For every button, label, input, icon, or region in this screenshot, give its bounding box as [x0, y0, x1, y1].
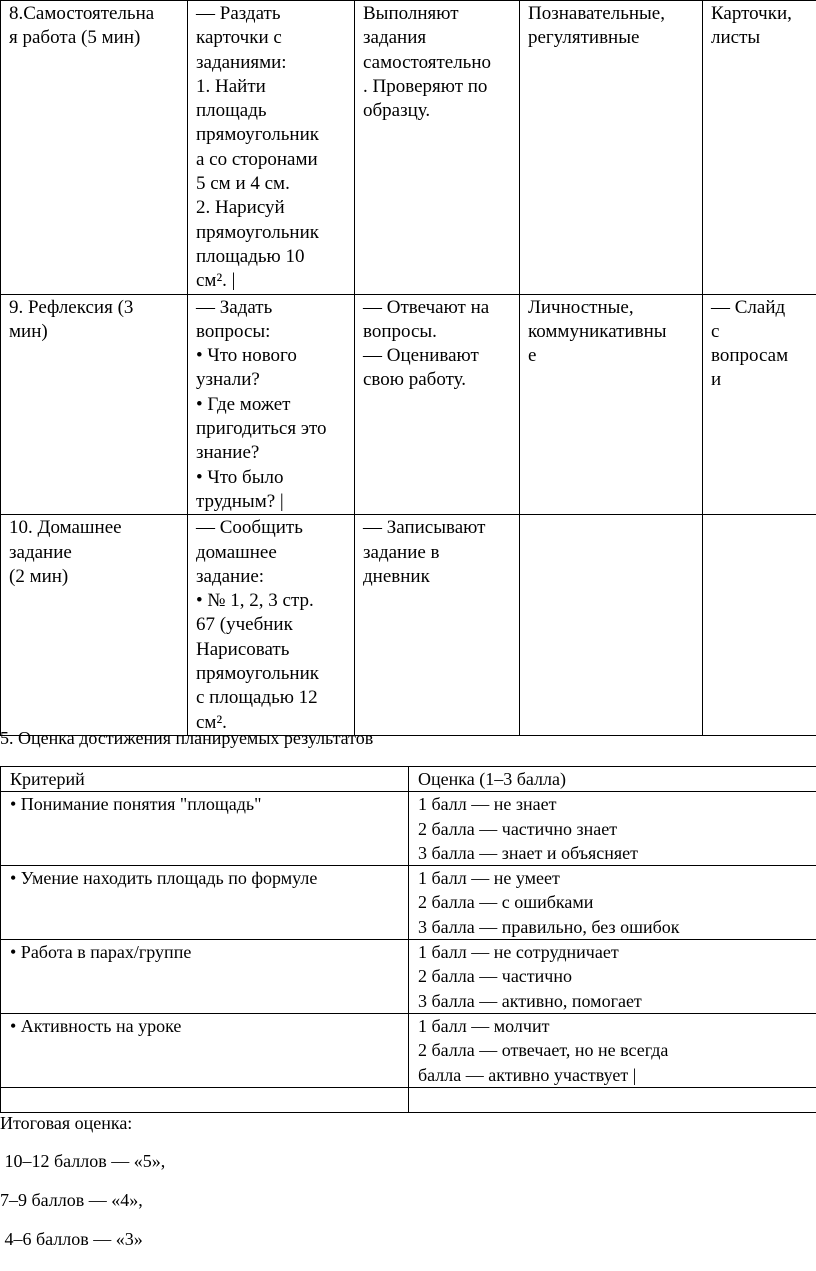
score-line: 2 балла — частично знает [418, 818, 618, 839]
score-line: 3 балла — правильно, без ошибок [418, 916, 680, 937]
cell-text-line: прямоугольник [196, 663, 319, 685]
cell-text-line: — Сообщить [196, 517, 303, 539]
cell-text-line: Карточки, [711, 3, 792, 24]
cell-text-line: и [711, 369, 722, 391]
cell-text-line: узнали? [196, 369, 260, 391]
criterion-cell: • Работа в парах/группе [1, 940, 409, 1014]
score-cell [409, 940, 816, 1014]
score-line: 1 балл — не знает [418, 794, 557, 815]
cell-text-line: 9. Рефлексия (3 [9, 296, 134, 318]
score-cell [409, 866, 816, 940]
cell-text-line: 1. Найти [196, 75, 266, 97]
cell-text-line: (2 мин) [9, 565, 69, 587]
score-line: 3 балла — активно, помогает [418, 990, 642, 1011]
cell-text-line: е [528, 345, 537, 367]
criterion-cell: • Понимание понятия "площадь" [1, 792, 409, 866]
section-heading: 5. Оценка достижения планируемых результатов [0, 728, 374, 748]
cell-text-line: образцу. [363, 100, 431, 122]
assessment-row [1, 1087, 816, 1112]
cell-text-line: Познавательные, [528, 3, 665, 24]
resources-cell [703, 1, 816, 295]
teacher-actions-cell [188, 1, 355, 295]
uud-cell [520, 1, 703, 295]
cell-text-line: прямоугольник [196, 221, 319, 243]
stage-cell [1, 1, 188, 295]
lesson-row [1, 294, 816, 515]
cell-text-line: а со сторонами [196, 148, 318, 170]
cell-text-line: листы [711, 27, 761, 49]
cell-text-line: — Задать [196, 296, 273, 318]
cell-text-line: знание? [196, 442, 260, 464]
cell-text-line: — Слайд [711, 296, 786, 318]
grade-scale-line: 7–9 баллов — «4», [0, 1190, 143, 1210]
lesson-row [1, 1, 816, 295]
cell-text-line: . Проверяют по [363, 75, 488, 97]
cell-text-line: вопросы: [196, 320, 271, 342]
cell-text-line: с площадью 12 [196, 687, 318, 709]
cell-text-line: самостоятельно [363, 51, 492, 73]
cell-text-line: мин) [9, 320, 48, 342]
cell-text-line: с [711, 320, 720, 342]
cell-text-line: заданиями: [196, 51, 287, 73]
cell-text-line: 5 см и 4 см. [196, 173, 290, 195]
score-line: балла — активно участвует | [418, 1064, 637, 1085]
cell-text-line: дневник [363, 565, 430, 587]
cell-text-line: см². [196, 711, 227, 733]
cell-text-line: коммуникативны [528, 320, 667, 342]
summary-title: Итоговая оценка: [0, 1113, 133, 1133]
score-line: 1 балл — не сотрудничает [418, 942, 619, 963]
resources-cell [703, 515, 816, 736]
assessment-row [1, 940, 816, 1014]
score-cell [409, 1087, 816, 1112]
uud-cell [520, 515, 703, 736]
cell-text-line: домашнее [196, 541, 277, 563]
stage-cell [1, 515, 188, 736]
cell-text-line: 10. Домашнее [9, 517, 122, 539]
cell-text-line: трудным? | [196, 490, 284, 512]
score-cell [409, 792, 816, 866]
cell-text-line: задание [9, 541, 72, 563]
assessment-header-row [1, 767, 816, 792]
cell-text-line: — Отвечают на [363, 296, 490, 318]
student-actions-cell [355, 1, 520, 295]
cell-text-line: — Записывают [363, 517, 486, 539]
teacher-actions-cell [188, 515, 355, 736]
cell-text-line: регулятивные [528, 27, 640, 49]
cell-text-line: — Оценивают [363, 345, 479, 367]
stage-cell [1, 294, 188, 515]
cell-text-line: Личностные, [528, 296, 634, 318]
grade-scale-line: 10–12 баллов — «5», [0, 1151, 166, 1171]
student-actions-cell [355, 294, 520, 515]
cell-text-line: площадь [196, 100, 267, 122]
cell-text-line: 67 (учебник [196, 614, 293, 636]
cell-text-line: см². | [196, 270, 236, 292]
cell-text-line: задание: [196, 565, 265, 587]
uud-cell [520, 294, 703, 515]
assessment-row [1, 1013, 816, 1087]
cell-text-line: задание в [363, 541, 440, 563]
grade-scale-line: 4–6 баллов — «3» [0, 1229, 143, 1249]
criterion-cell [1, 1087, 409, 1112]
assessment-row [1, 792, 816, 866]
score-line: 2 балла — с ошибками [418, 892, 594, 913]
cell-text-line: вопросы. [363, 320, 437, 342]
cell-text-line: прямоугольник [196, 124, 319, 146]
cell-text-line: • Где может [196, 393, 291, 415]
score-line: 2 балла — частично [418, 966, 572, 987]
criterion-cell: • Умение находить площадь по формуле [1, 866, 409, 940]
score-line: 3 балла — знает и объясняет [418, 842, 639, 863]
score-header: Оценка (1–3 балла) [409, 767, 816, 792]
cell-text-line: • Что было [196, 466, 284, 488]
cell-text-line: — Раздать [196, 3, 281, 24]
score-line: 1 балл — не умеет [418, 868, 560, 889]
teacher-actions-cell [188, 294, 355, 515]
score-line: 2 балла — отвечает, но не всегда [418, 1040, 669, 1061]
criterion-cell: • Активность на уроке [1, 1013, 409, 1087]
cell-text-line: • № 1, 2, 3 стр. [196, 590, 314, 612]
cell-text-line: свою работу. [363, 369, 466, 391]
cell-text-line: площадью 10 [196, 245, 305, 267]
cell-text-line: задания [363, 27, 427, 49]
cell-text-line: Выполняют [363, 3, 459, 24]
cell-text-line: • Что нового [196, 345, 297, 367]
assessment-table [0, 766, 816, 1113]
cell-text-line: Нарисовать [196, 638, 290, 660]
cell-text-line: карточки с [196, 27, 282, 49]
lesson-row [1, 515, 816, 736]
criterion-header: Критерий [1, 767, 409, 792]
cell-text-line: 2. Нарисуй [196, 197, 285, 219]
cell-text-line: 8.Самостоятельна [9, 3, 155, 24]
student-actions-cell [355, 515, 520, 736]
score-line: 1 балл — молчит [418, 1015, 550, 1036]
cell-text-line: пригодиться это [196, 418, 327, 440]
assessment-row [1, 866, 816, 940]
score-cell [409, 1013, 816, 1087]
cell-text-line: я работа (5 мин) [9, 27, 141, 49]
resources-cell [703, 294, 816, 515]
cell-text-line: вопросам [711, 345, 789, 367]
